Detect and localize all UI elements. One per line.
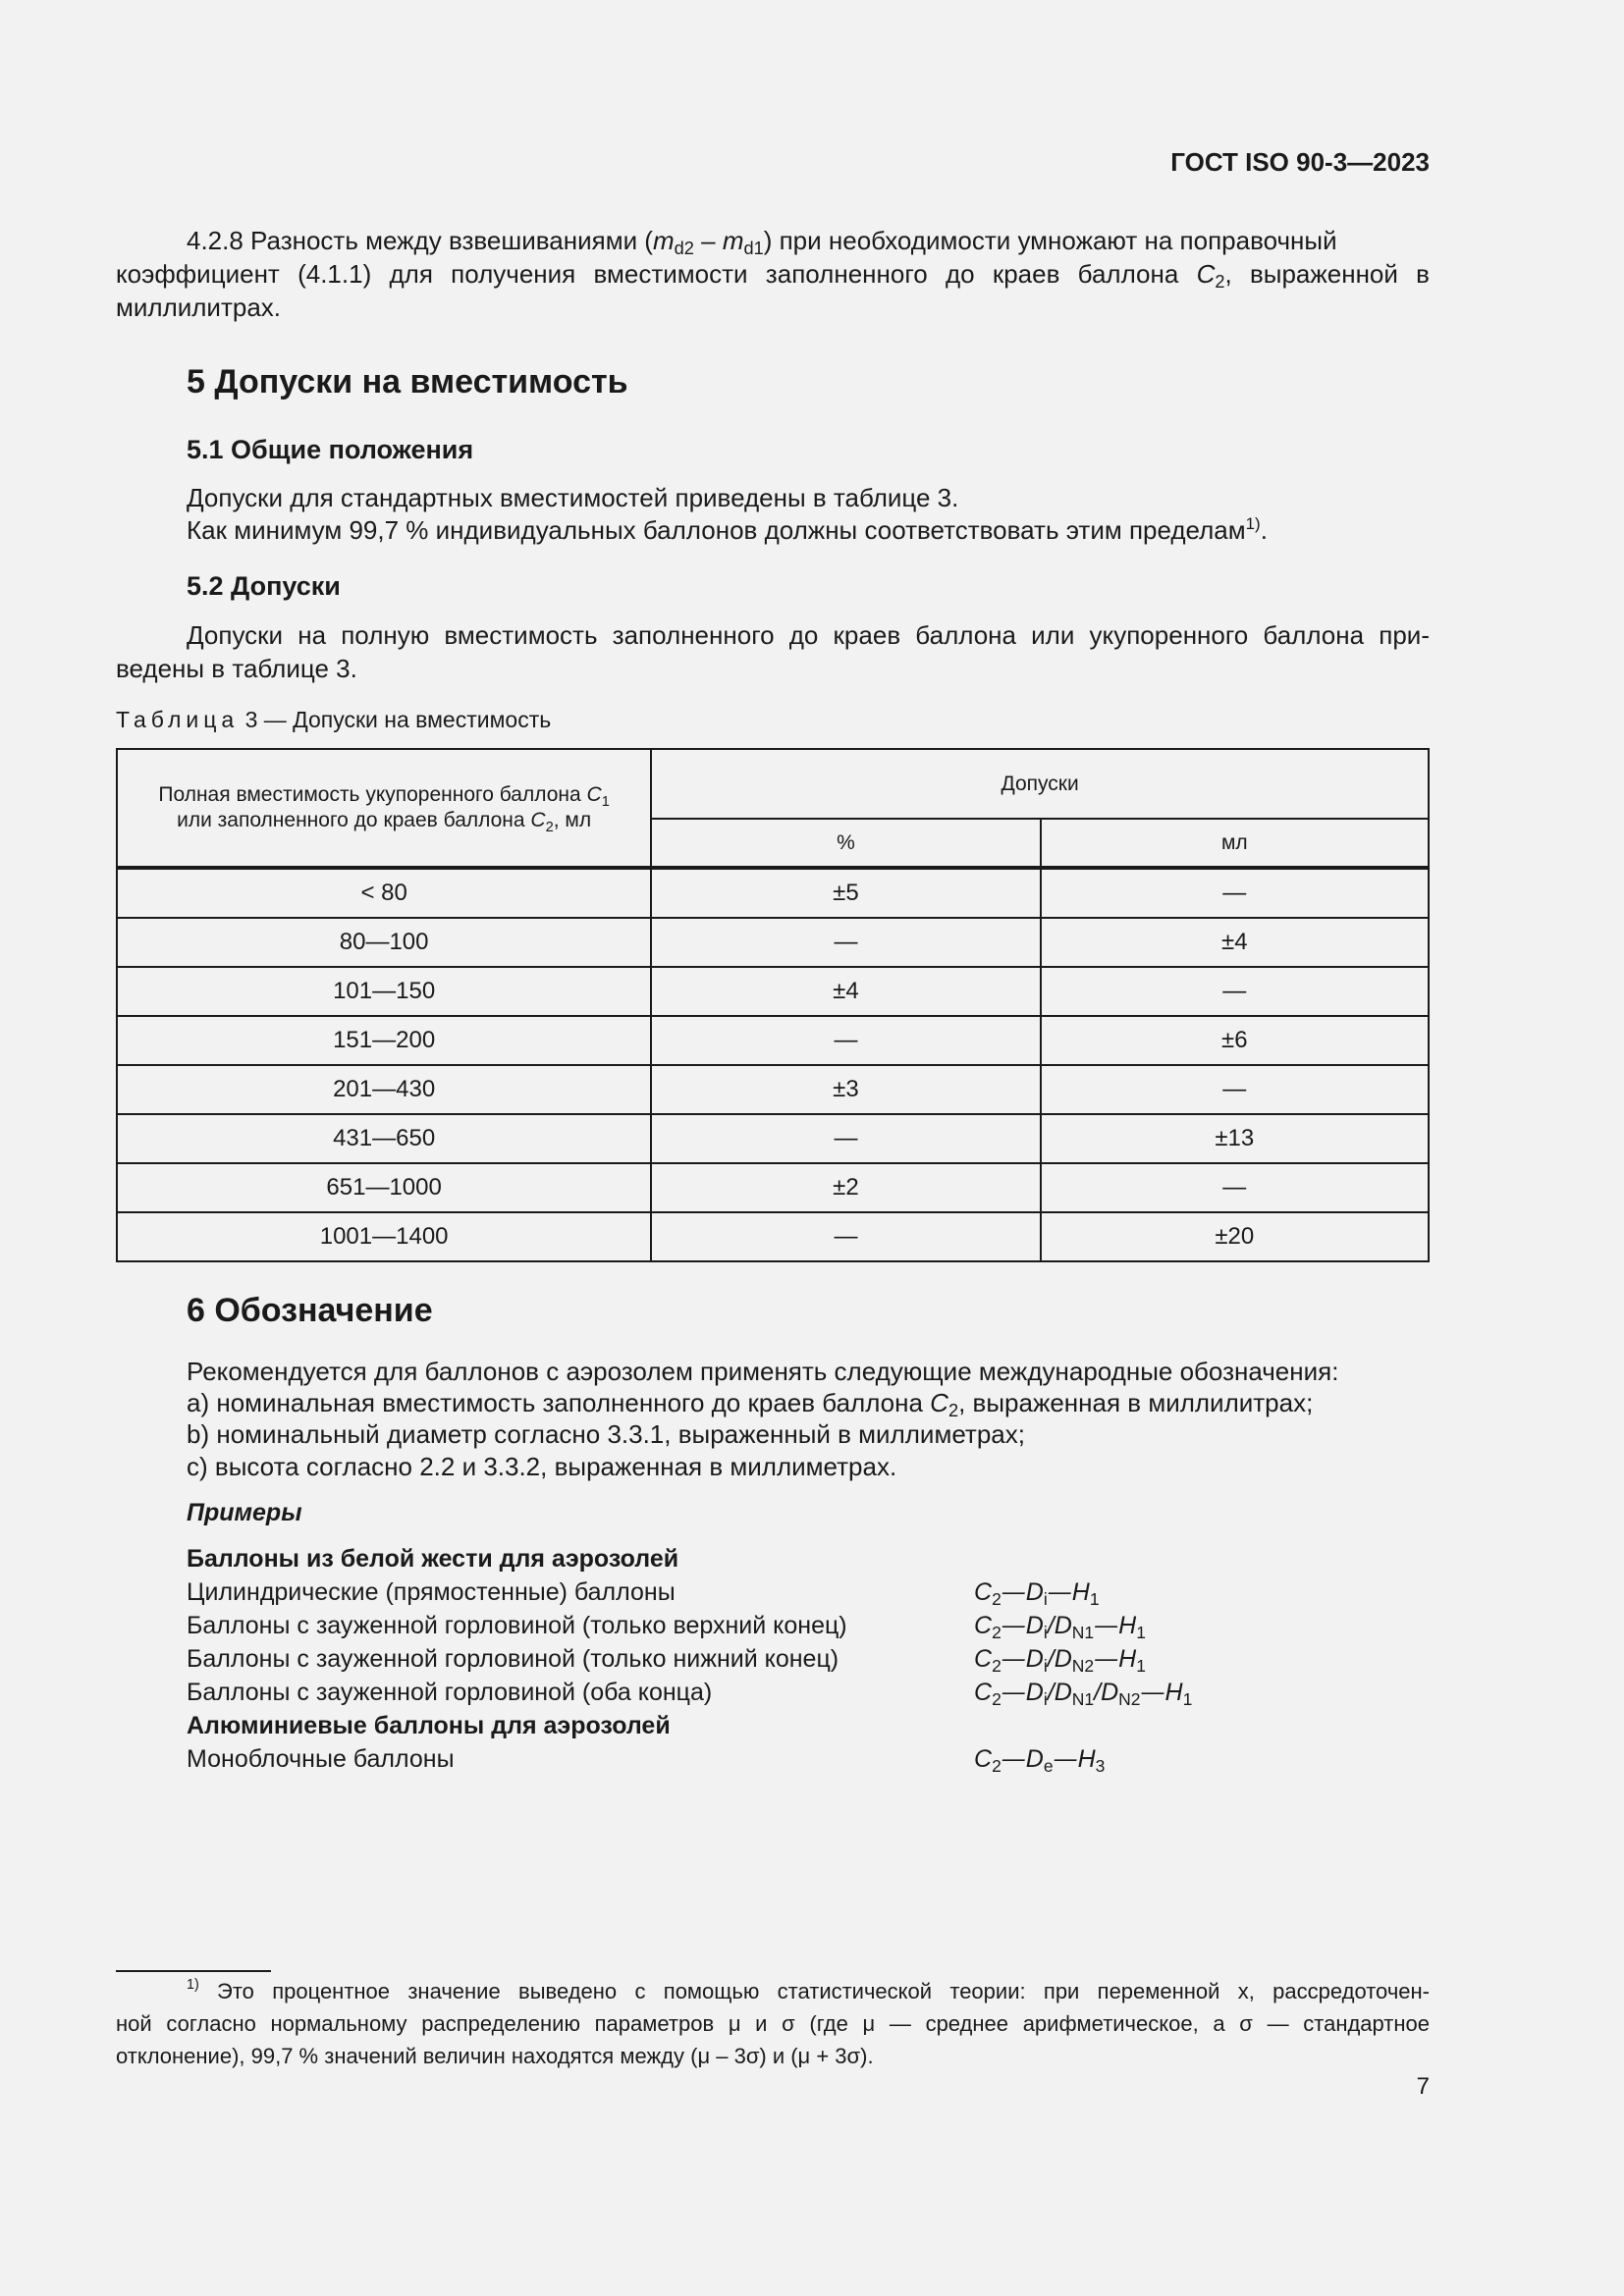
designation-formula: $C_2—D_i/D_{N2}—H_1$ bbox=[974, 1644, 1146, 1676]
example-label: Баллоны с зауженной горловиной (только верхний конец) bbox=[187, 1612, 847, 1639]
standard-code: ГОСТ ISO 90-3—2023 bbox=[1170, 147, 1430, 177]
designation-formula: $C_2—D_e—H_3$ bbox=[974, 1744, 1106, 1776]
example-label: Цилиндрические (прямостенные) баллоны bbox=[187, 1578, 676, 1606]
section-5-2-text: Допуски на полную вместимость заполненного до краев баллона или укупоренного баллона при- ведены в таблице 3. bbox=[116, 620, 1430, 683]
col-header-tolerances: Допуски bbox=[651, 749, 1429, 819]
table-row: 80—100 — ±4 bbox=[117, 918, 1429, 967]
list-item-c: c) высота согласно 2.2 и 3.3.2, выраженная в миллиметрах. bbox=[187, 1452, 897, 1481]
paragraph-4-2-8: 4.2.8 Разность между взвешиваниями $(m_{d2} - m_{d1})$ при необходимости умножают на поправочный коэффициент (4.1.1) для получения вместимости заполненного до краев баллона $C_2$, выраженной в миллилитрах. bbox=[116, 226, 1430, 322]
example-label: Баллоны с зауженной горловиной (только нижний конец) bbox=[187, 1645, 839, 1673]
tolerance-table bbox=[116, 748, 1430, 1262]
section-5-1-title: 5.1 Общие положения bbox=[187, 435, 474, 464]
col-header-capacity: Полная вместимость укупоренного баллона $C_1$ или заполненного до краев баллона $C_2$, мл bbox=[117, 749, 651, 868]
footnote-separator bbox=[116, 1970, 271, 1972]
example-label: Баллоны с зауженной горловиной (оба конца) bbox=[187, 1679, 713, 1706]
list-item-a: a) номинальная вместимость заполненного до краев баллона $C_2$, выраженная в миллилитрах; bbox=[187, 1388, 1314, 1420]
example-label: Моноблочные баллоны bbox=[187, 1745, 455, 1773]
table-3-caption: Таблица 3 — Допуски на вместимость bbox=[116, 707, 552, 732]
section-6-intro: Рекомендуется для баллонов с аэрозолем применять следующие международные обозначения: bbox=[187, 1357, 1339, 1386]
designation-formula: $C_2—D_i/D_{N1}/D_{N2}—H_1$ bbox=[974, 1678, 1193, 1709]
table-row: 431—650 — ±13 bbox=[117, 1114, 1429, 1163]
aluminium-title: Алюминиевые баллоны для аэрозолей bbox=[187, 1712, 671, 1739]
list-item-b: b) номинальный диаметр согласно 3.3.1, выраженный в миллиметрах; bbox=[187, 1419, 1025, 1449]
footnote-ref: 1) bbox=[1245, 514, 1261, 533]
designation-formula: $C_2—D_i/D_{N1}—H_1$ bbox=[974, 1611, 1146, 1642]
table-row: 101—150 ±4 — bbox=[117, 967, 1429, 1016]
tinplate-title: Баллоны из белой жести для аэрозолей bbox=[187, 1545, 679, 1573]
table-row: < 80 ±5 — bbox=[117, 868, 1429, 918]
col-header-ml: мл bbox=[1041, 819, 1429, 868]
section-6-title: 6 Обозначение bbox=[187, 1292, 433, 1329]
section-5-title: 5 Допуски на вместимость bbox=[187, 363, 628, 400]
section-5-2-title: 5.2 Допуски bbox=[187, 571, 341, 601]
page-number: 7 bbox=[1416, 2073, 1430, 2100]
section-5-1-line-1: Допуски для стандартных вместимостей приведены в таблице 3. bbox=[187, 483, 959, 512]
table-row: 201—430 ±3 — bbox=[117, 1065, 1429, 1114]
table-row: 1001—1400 — ±20 bbox=[117, 1212, 1429, 1261]
section-5-1-line-2: Как минимум 99,7 % индивидуальных баллонов должны соответствовать этим пределам$^{1)}$. bbox=[187, 514, 1268, 545]
designation-formula: $C_2—D_i—H_1$ bbox=[974, 1577, 1100, 1609]
examples-label: Примеры bbox=[187, 1499, 302, 1526]
footnote: $^{1)}$ Это процентное значение выведено с помощью статистической теории: при переменной x, рассредоточен- ной согласно нормальному распределению параметров μ и σ (где μ — среднее арифметическое, а σ — стандартное отклонение), 99,7 % значений величин находятся между (μ – 3σ) и (μ + 3σ). bbox=[116, 1977, 1430, 2068]
col-header-percent: % bbox=[651, 819, 1040, 868]
table-row: 651—1000 ±2 — bbox=[117, 1163, 1429, 1212]
table-row: 151—200 — ±6 bbox=[117, 1016, 1429, 1065]
